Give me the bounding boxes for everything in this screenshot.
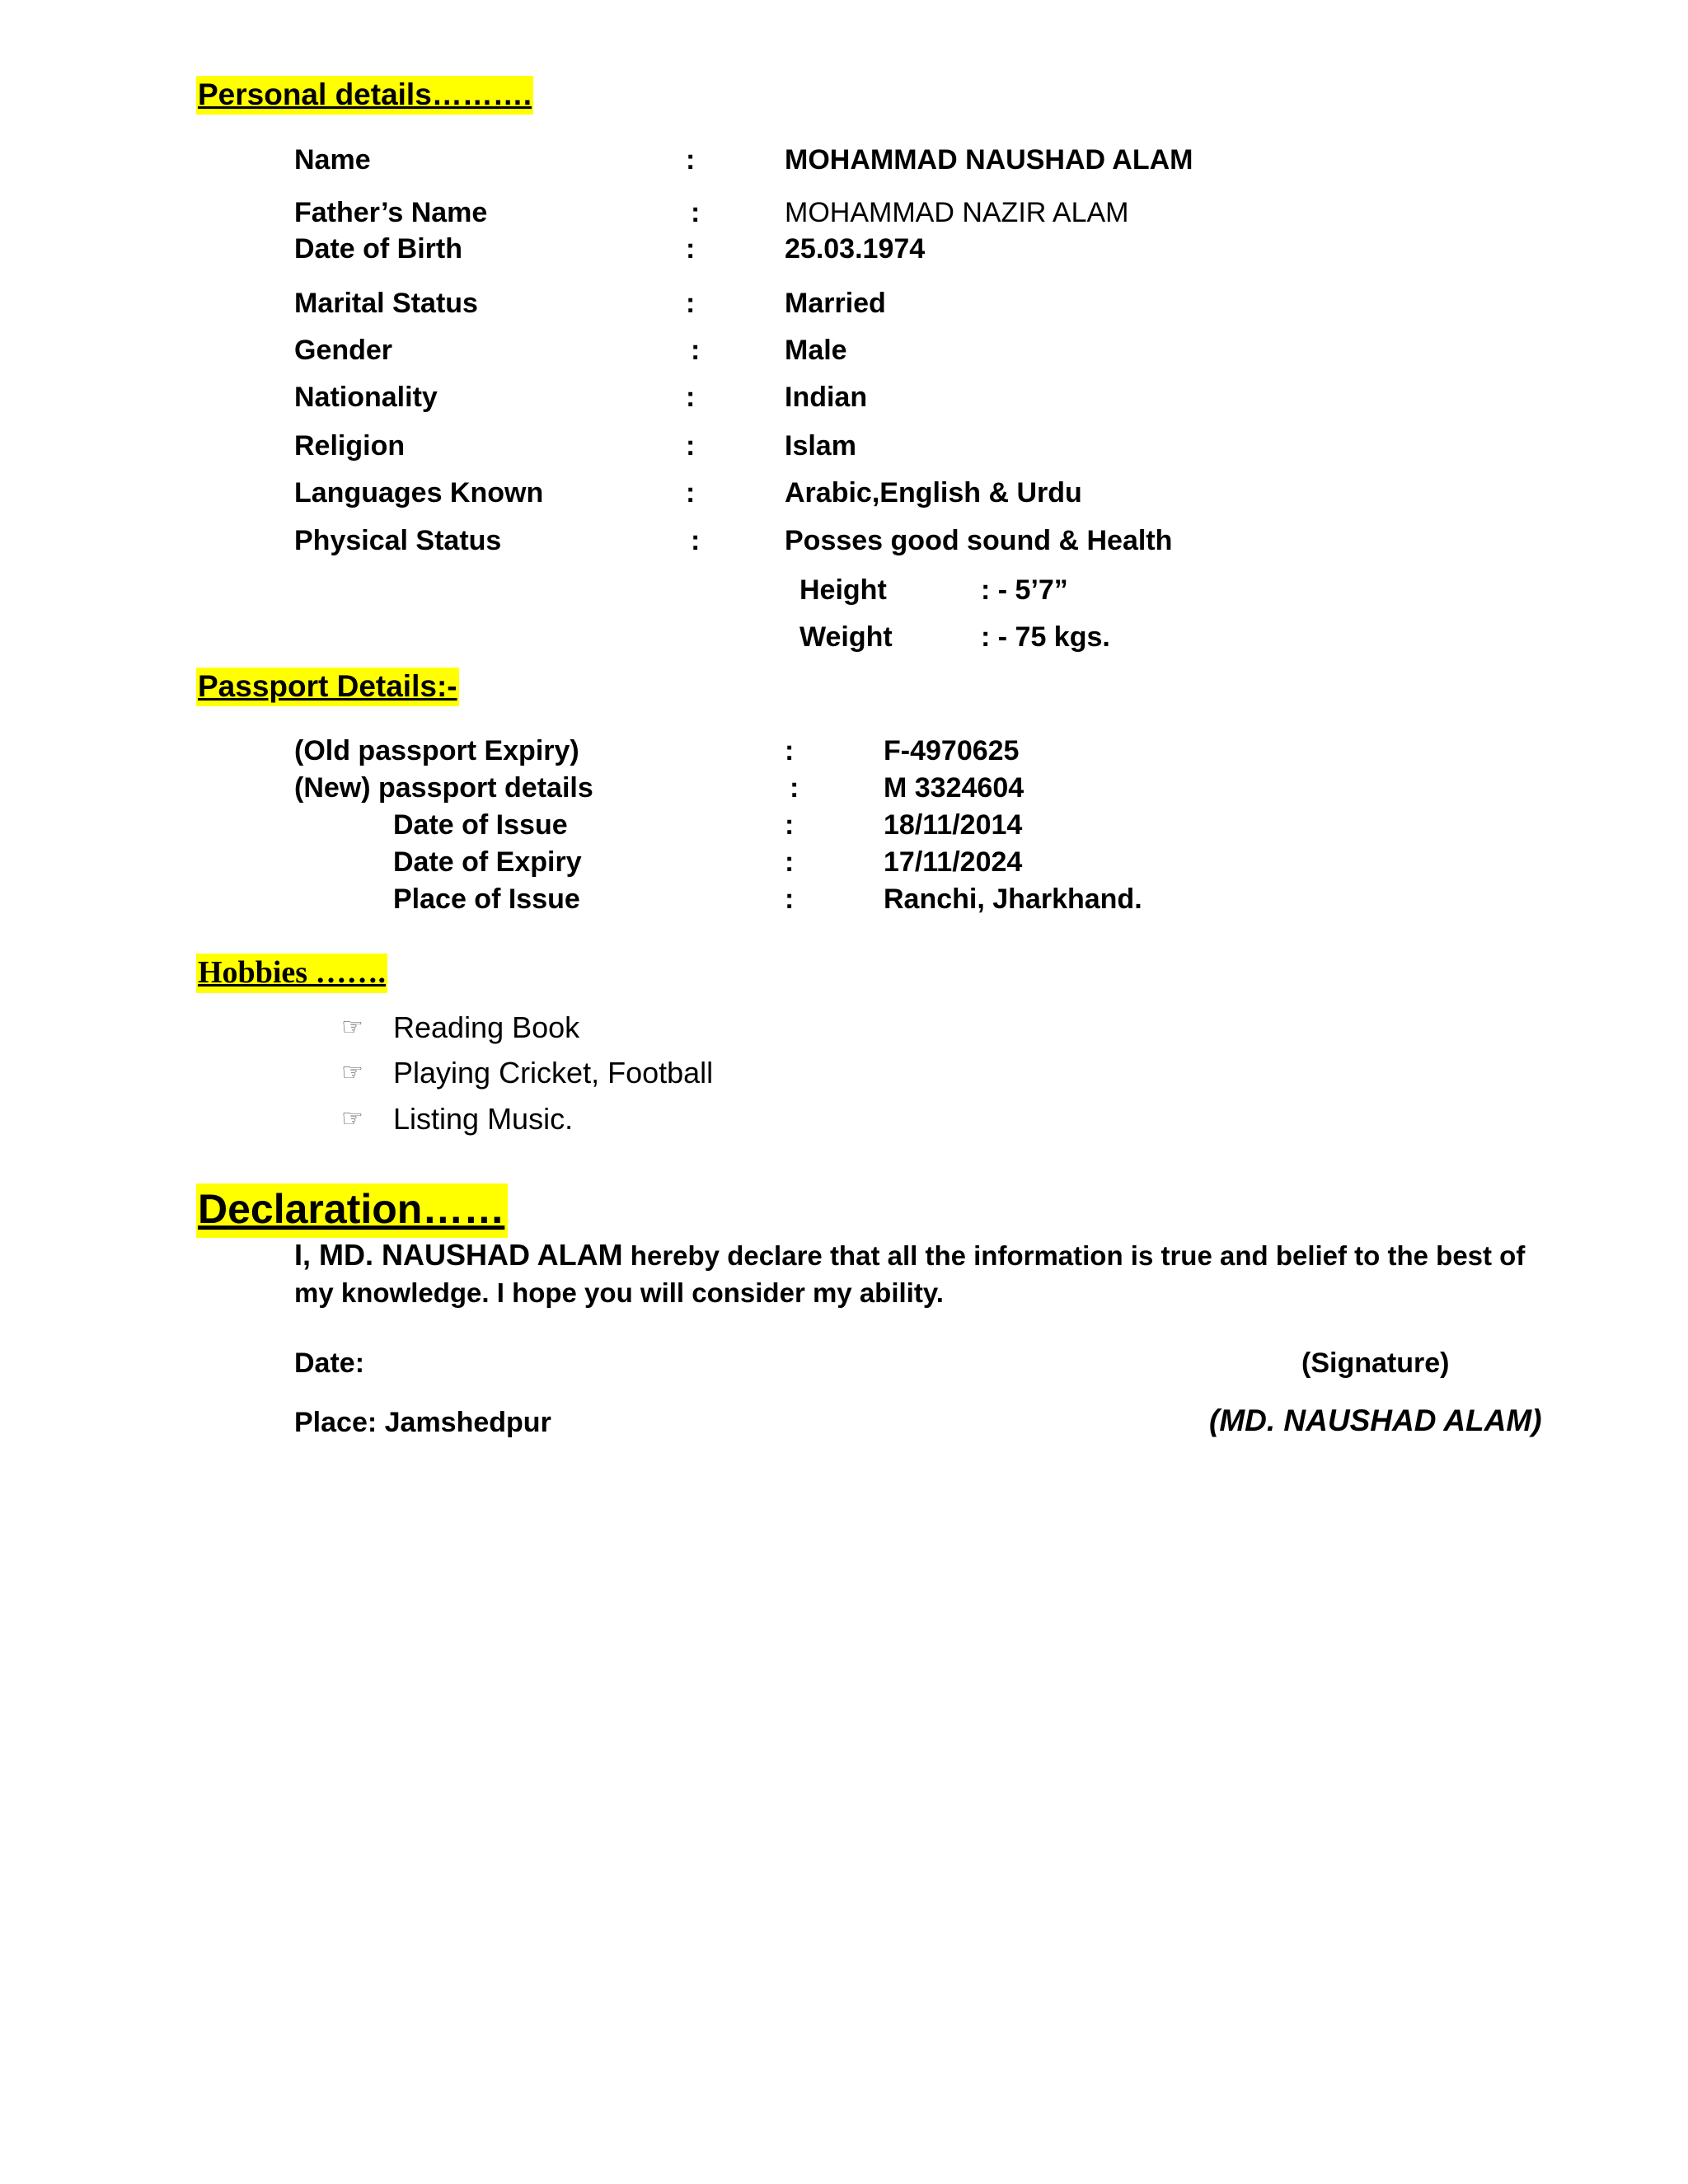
- field-label: Languages Known: [294, 477, 544, 509]
- personal-row-date-of-birth: [0, 231, 1688, 267]
- passport-row-date-of-expiry: [0, 844, 1688, 880]
- field-value: 25.03.1974: [785, 233, 926, 265]
- field-value: : - 5’7”: [981, 574, 1068, 606]
- personal-row-fathers-name: [0, 194, 1688, 231]
- field-separator: :: [785, 735, 795, 766]
- field-separator: :: [686, 288, 696, 319]
- field-value: Posses good sound & Health: [785, 525, 1173, 556]
- field-separator: :: [691, 525, 701, 556]
- pointing-hand-icon: ☞: [341, 1059, 363, 1086]
- field-value: Male: [785, 335, 847, 366]
- place-label: Place: Jamshedpur: [294, 1407, 551, 1438]
- personal-row-religion: [0, 428, 1688, 464]
- field-separator: :: [686, 430, 696, 462]
- field-value: F-4970625: [884, 735, 1020, 766]
- pointing-hand-icon: ☞: [341, 1014, 363, 1041]
- hobby-item: [0, 1054, 1688, 1092]
- field-label: Date of Issue: [393, 809, 568, 841]
- personal-details-heading: Personal details……….: [196, 76, 533, 115]
- field-separator: :: [785, 809, 795, 841]
- hobby-item: [0, 1100, 1688, 1138]
- declaration-text: [294, 1236, 1547, 1311]
- field-value: Married: [785, 288, 886, 319]
- field-label: Father’s Name: [294, 197, 488, 228]
- signature-name: (MD. NAUSHAD ALAM): [1209, 1404, 1542, 1437]
- passport-row-new: [0, 770, 1688, 806]
- field-separator: :: [785, 883, 795, 915]
- field-label: Gender: [294, 335, 393, 366]
- field-separator: :: [686, 233, 696, 265]
- personal-row-languages: [0, 475, 1688, 511]
- field-label: Place of Issue: [393, 883, 580, 915]
- field-value: : - 75 kgs.: [981, 621, 1110, 653]
- field-value: Islam: [785, 430, 856, 462]
- passport-row-date-of-issue: [0, 807, 1688, 843]
- personal-row-marital-status: [0, 285, 1688, 321]
- field-label: (Old passport Expiry): [294, 735, 579, 766]
- field-value: 18/11/2014: [884, 809, 1023, 841]
- field-separator: :: [686, 144, 696, 176]
- hobby-text: Listing Music.: [393, 1102, 574, 1136]
- field-label: Marital Status: [294, 288, 478, 319]
- field-separator: :: [785, 846, 795, 878]
- declaration-heading: Declaration……: [196, 1183, 508, 1238]
- field-value: MOHAMMAD NAUSHAD ALAM: [785, 144, 1193, 176]
- field-label: Nationality: [294, 382, 438, 413]
- hobby-text: Playing Cricket, Football: [393, 1056, 714, 1090]
- field-value: Arabic,English & Urdu: [785, 477, 1082, 509]
- field-value: Indian: [785, 382, 868, 413]
- field-label: (New) passport details: [294, 772, 593, 804]
- personal-row-physical-status: [0, 523, 1688, 559]
- passport-details-heading: Passport Details:-: [196, 668, 459, 706]
- hobbies-heading: Hobbies …….: [196, 954, 387, 993]
- field-label: Date of Birth: [294, 233, 462, 265]
- field-separator: :: [790, 772, 799, 804]
- date-label: Date:: [294, 1347, 365, 1379]
- pointing-hand-icon: ☞: [341, 1105, 363, 1132]
- field-separator: :: [691, 197, 701, 228]
- passport-row-old: [0, 733, 1688, 769]
- field-label: Physical Status: [294, 525, 502, 556]
- field-value: MOHAMMAD NAZIR ALAM: [785, 197, 1129, 228]
- physical-row-height: [0, 572, 1688, 608]
- field-label: Name: [294, 144, 371, 176]
- hobby-text: Reading Book: [393, 1010, 580, 1044]
- hobby-item: [0, 1009, 1688, 1047]
- signature-label: (Signature): [1301, 1347, 1450, 1379]
- field-label: Weight: [799, 621, 893, 653]
- field-label: Date of Expiry: [393, 846, 582, 878]
- field-label: Height: [799, 574, 887, 606]
- physical-row-weight: [0, 619, 1688, 655]
- field-separator: :: [691, 335, 701, 366]
- field-value: M 3324604: [884, 772, 1025, 804]
- personal-row-nationality: [0, 379, 1688, 415]
- declaration-body: hereby declare that all the information is true and belief to the best of my knowledge. I hope you will consider my ability.: [294, 1240, 1526, 1308]
- passport-row-place-of-issue: [0, 881, 1688, 917]
- personal-row-name: [0, 142, 1688, 178]
- field-separator: :: [686, 477, 696, 509]
- declaration-name: I, MD. NAUSHAD ALAM: [294, 1238, 623, 1272]
- field-value: Ranchi, Jharkhand.: [884, 883, 1142, 915]
- field-separator: :: [686, 382, 696, 413]
- personal-row-gender: [0, 332, 1688, 368]
- field-value: 17/11/2024: [884, 846, 1023, 878]
- field-label: Religion: [294, 430, 406, 462]
